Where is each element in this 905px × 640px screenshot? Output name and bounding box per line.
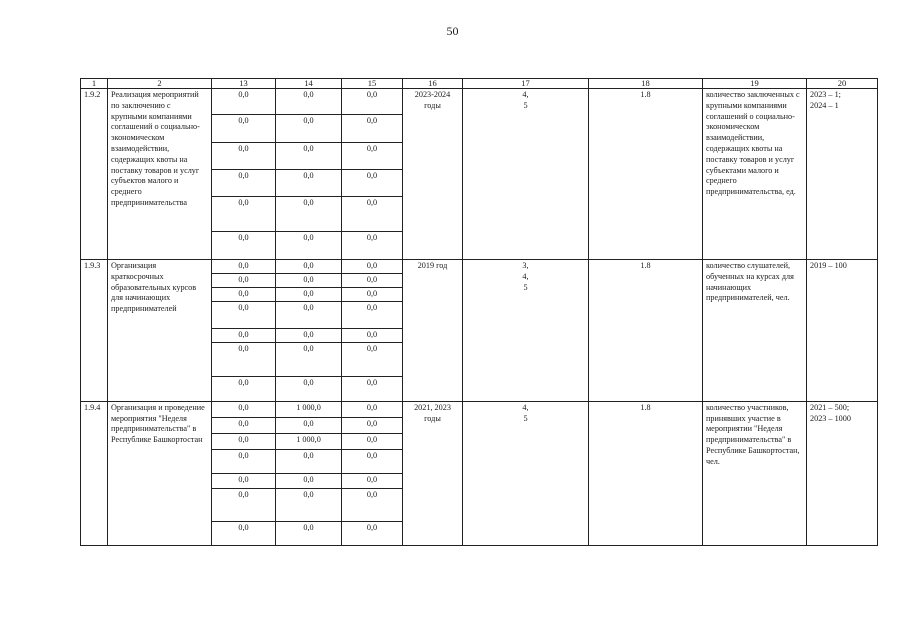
value-cell: 0,0 (276, 301, 342, 328)
value-cell: 0,0 (276, 328, 342, 342)
value-cell: 0,0 (276, 260, 342, 274)
value-cell: 0,0 (342, 449, 403, 473)
value-cell: 1 000,0 (276, 401, 342, 417)
value-cell: 0,0 (212, 273, 276, 287)
value-cell: 0,0 (212, 197, 276, 232)
indicator-ref: 1.8 (589, 401, 703, 545)
value-cell: 0,0 (342, 197, 403, 232)
value-cell: 0,0 (342, 521, 403, 545)
value-cell: 0,0 (276, 449, 342, 473)
value-cell: 0,0 (212, 473, 276, 488)
value-cell: 0,0 (342, 287, 403, 301)
task-cell: 3, 4, 5 (463, 260, 589, 402)
value-cell: 0,0 (212, 488, 276, 521)
header-cell: 19 (703, 79, 807, 89)
value-cell: 0,0 (342, 260, 403, 274)
value-cell: 0,0 (276, 488, 342, 521)
header-cell: 18 (589, 79, 703, 89)
value-cell: 0,0 (212, 433, 276, 449)
table-row (81, 89, 878, 115)
indicator-desc: количество участников, принявших участие в мероприятии "Неделя предпринимательства" в Республике Башкортостан, чел. (703, 401, 807, 545)
value-cell: 0,0 (212, 401, 276, 417)
value-cell: 0,0 (276, 197, 342, 232)
value-cell: 0,0 (276, 143, 342, 170)
page-number: 50 (446, 24, 459, 38)
value-cell: 0,0 (342, 342, 403, 376)
item-title: Организация и проведение мероприятия "Неделя предпринимательства" в Республике Башкортостан (108, 401, 212, 545)
table-row (81, 401, 878, 417)
value-cell: 0,0 (342, 143, 403, 170)
indicator-ref: 1.8 (589, 260, 703, 402)
value-cell: 1 000,0 (276, 433, 342, 449)
value-cell: 0,0 (212, 260, 276, 274)
table-row (81, 260, 878, 274)
value-cell: 0,0 (276, 473, 342, 488)
value-cell: 0,0 (342, 417, 403, 433)
value-cell: 0,0 (276, 115, 342, 143)
value-cell: 0,0 (342, 273, 403, 287)
value-cell: 0,0 (276, 273, 342, 287)
period-cell: 2021, 2023 годы (403, 401, 463, 545)
value-cell: 0,0 (342, 328, 403, 342)
column-number-row (81, 79, 878, 89)
value-cell: 0,0 (342, 433, 403, 449)
value-cell: 0,0 (342, 115, 403, 143)
value-cell: 0,0 (342, 301, 403, 328)
value-cell: 0,0 (212, 232, 276, 260)
value-cell: 0,0 (212, 301, 276, 328)
value-cell: 0,0 (276, 170, 342, 197)
indicator-desc: количество заключенных с крупными компаниями соглашений о социально-экономическом взаимодействии, содержащих квоты на поставку товаров и услуг субъектами малого и среднего предпринимательства, ед. (703, 89, 807, 260)
task-cell: 4, 5 (463, 401, 589, 545)
target-value: 2023 – 1; 2024 – 1 (807, 89, 878, 260)
value-cell: 0,0 (342, 376, 403, 401)
value-cell: 0,0 (342, 89, 403, 115)
value-cell: 0,0 (276, 417, 342, 433)
indicator-desc: количество слушателей, обученных на курсах для начинающих предпринимателей, чел. (703, 260, 807, 402)
item-title: Реализация мероприятий по заключению с крупными компаниями соглашений о социально-экономическом взаимодействии, содержащих квоты на поставку товаров и услуг субъектов малого и среднего предпринимательства (108, 89, 212, 260)
value-cell: 0,0 (212, 417, 276, 433)
program-table (80, 78, 878, 546)
value-cell: 0,0 (342, 170, 403, 197)
value-cell: 0,0 (276, 342, 342, 376)
period-cell: 2023-2024 годы (403, 89, 463, 260)
item-number: 1.9.4 (81, 401, 108, 545)
value-cell: 0,0 (342, 473, 403, 488)
header-cell: 2 (108, 79, 212, 89)
value-cell: 0,0 (212, 287, 276, 301)
target-value: 2021 – 500; 2023 – 1000 (807, 401, 878, 545)
item-number: 1.9.3 (81, 260, 108, 402)
value-cell: 0,0 (276, 287, 342, 301)
header-cell: 1 (81, 79, 108, 89)
value-cell: 0,0 (342, 401, 403, 417)
value-cell: 0,0 (212, 449, 276, 473)
item-title: Организация краткосрочных образовательных курсов для начинающих предпринимателей (108, 260, 212, 402)
value-cell: 0,0 (212, 89, 276, 115)
header-cell: 14 (276, 79, 342, 89)
task-cell: 4, 5 (463, 89, 589, 260)
value-cell: 0,0 (342, 232, 403, 260)
item-number: 1.9.2 (81, 89, 108, 260)
value-cell: 0,0 (212, 170, 276, 197)
value-cell: 0,0 (212, 342, 276, 376)
value-cell: 0,0 (212, 328, 276, 342)
header-cell: 20 (807, 79, 878, 89)
value-cell: 0,0 (342, 488, 403, 521)
header-cell: 15 (342, 79, 403, 89)
period-cell: 2019 год (403, 260, 463, 402)
value-cell: 0,0 (212, 521, 276, 545)
value-cell: 0,0 (212, 143, 276, 170)
header-cell: 17 (463, 79, 589, 89)
header-cell: 13 (212, 79, 276, 89)
value-cell: 0,0 (212, 376, 276, 401)
indicator-ref: 1.8 (589, 89, 703, 260)
value-cell: 0,0 (276, 89, 342, 115)
value-cell: 0,0 (276, 521, 342, 545)
value-cell: 0,0 (276, 232, 342, 260)
target-value: 2019 – 100 (807, 260, 878, 402)
value-cell: 0,0 (212, 115, 276, 143)
value-cell: 0,0 (276, 376, 342, 401)
header-cell: 16 (403, 79, 463, 89)
